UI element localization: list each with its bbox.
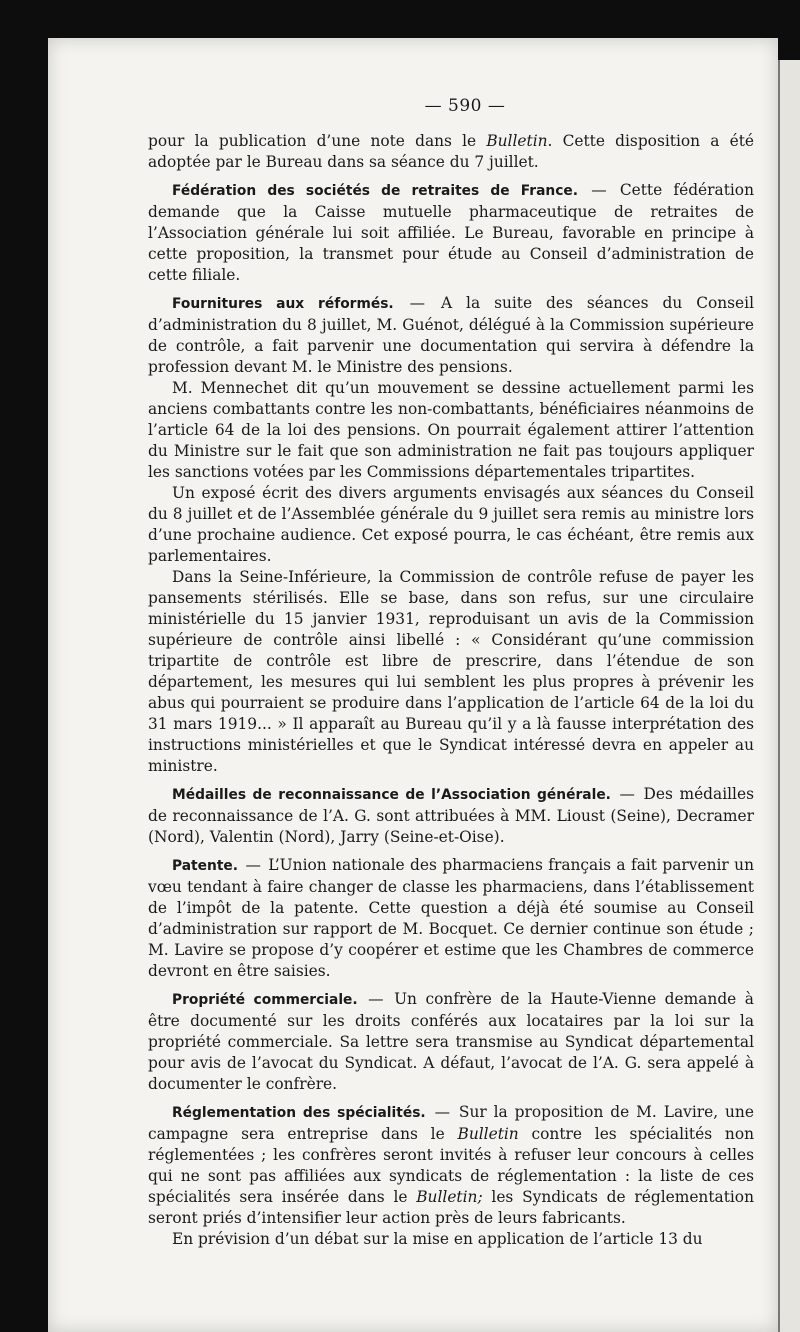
section-medailles bbox=[148, 784, 754, 848]
section-heading: Fédération des sociétés de retraites de France. bbox=[172, 183, 578, 199]
paragraph-text: pour la publication d’une note dans le bbox=[148, 132, 487, 150]
section-text: contre les spécialités non réglementées ; les confrères seront invités à refuser leur concours à celles qui ne sont pas affiliées aux syndicats de réglementation : la liste de ces spécialités sera insérée dans le bbox=[148, 1125, 754, 1206]
section-federation bbox=[148, 180, 754, 286]
section-patente bbox=[148, 855, 754, 982]
section-heading: Patente. bbox=[172, 858, 239, 874]
em-dash: — bbox=[368, 990, 384, 1008]
paragraph-continuation bbox=[148, 131, 754, 173]
section-text: Un confrère de la Haute-Vienne demande à être documenté sur les droits conférés aux locataires par la loi sur la propriété commerciale. Sa lettre sera transmise au Syndicat départemental pour avis de l’avocat du Syndicat. A défaut, l’avocat de l’A. G. sera appelé à documenter le confrère. bbox=[148, 990, 754, 1093]
page-number: — 590 — bbox=[424, 96, 506, 116]
italic-title: Bulletin bbox=[457, 1125, 519, 1143]
em-dash: — bbox=[409, 294, 426, 312]
section-fournitures bbox=[148, 293, 754, 378]
section-text: les Syndicats de réglementation seront priés d’intensifier leur action près de leurs fabricants. bbox=[148, 1188, 754, 1227]
section-text: A la suite des séances du Conseil d’administration du 8 juillet, M. Guénot, délégué à la Commission supérieure de contrôle, a fait parvenir une documentation qui servira à défendre la profession devant M. le Ministre des pensions. bbox=[148, 294, 754, 376]
paragraph-text: . Cette disposition a été adoptée par le Bureau dans sa séance du 7 juillet. bbox=[148, 132, 754, 171]
section-text: Cette fédération demande que la Caisse mutuelle pharmaceutique de retraites de l’Association générale lui soit affiliée. Le Bureau, favorable en principe à cette proposition, la transmet pour étude au Conseil d’administration de cette filiale. bbox=[148, 181, 754, 284]
section-heading: Réglementation des spécialités. bbox=[172, 1105, 426, 1121]
section-propriete bbox=[148, 989, 754, 1095]
italic-title: Bulletin; bbox=[416, 1188, 483, 1206]
adjacent-page-edge bbox=[778, 60, 800, 1332]
paragraph-mennechet: M. Mennechet dit qu’un mouvement se dessine actuellement parmi les anciens combattants contre les non-combattants, bénéficiaires néanmoins de l’article 64 de la loi des pensions. On pourrait également attirer l’attention du Ministre sur le fait que son administration ne fait pas toujours appliquer les sanctions votées par les Commissions départementales tripartites. bbox=[148, 379, 754, 481]
em-dash: — bbox=[434, 1103, 450, 1121]
section-text: Des médailles de reconnaissance de l’A. G. sont attribuées à MM. Lioust (Seine), Decramer (Nord), Valentin (Nord), Jarry (Seine-et-Oise). bbox=[148, 785, 754, 846]
section-text: Sur la proposition de M. Lavire, une campagne sera entreprise dans le bbox=[148, 1103, 754, 1143]
paragraph-prevision: En prévision d’un débat sur la mise en application de l’article 13 du bbox=[172, 1230, 703, 1248]
page-text-column bbox=[148, 96, 754, 1250]
paragraph-seine-inferieure: Dans la Seine-Inférieure, la Commission de contrôle refuse de payer les pansements stérilisés. Elle se base, dans son refus, sur une circulaire ministérielle du 15 janvier 1931, reproduisant un avis de la Commission supérieure de contrôle ainsi libellé : « Considérant qu’une commission tripartite de contrôle est libre de prescrire, dans l’étendue de son département, les mesures qui lui semblent les plus propres à prévenir les abus qui pourraient se produire dans l’application de l’article 64 de la loi du 31 mars 1919... » Il apparaît au Bureau qu’il y a là fausse interprétation des instructions ministérielles et que le Syndicat intéressé devra en appeler au ministre. bbox=[148, 568, 754, 775]
em-dash: — bbox=[591, 181, 607, 199]
em-dash: — bbox=[245, 856, 261, 874]
paragraph-expose: Un exposé écrit des divers arguments envisagés aux séances du Conseil du 8 juillet et de l’Assemblée générale du 9 juillet sera remis au ministre lors d’une prochaine audience. Cet exposé pourra, le cas échéant, être remis aux parlementaires. bbox=[148, 484, 754, 565]
section-text: L’Union nationale des pharmaciens français a fait parvenir un vœu tendant à faire changer de classe les pharmaciens, dans l’établissement de l’impôt de la patente. Cette question a déjà été soumise au Conseil d’administration sur rapport de M. Bocquet. Ce dernier continue son étude ; M. Lavire se propose d’y coopérer et estime que les Chambres de commerce devront en être saisies. bbox=[148, 856, 755, 980]
section-heading: Fournitures aux réformés. bbox=[172, 296, 394, 312]
section-heading: Médailles de reconnaissance de l’Association générale. bbox=[172, 787, 611, 803]
section-reglementation bbox=[148, 1102, 754, 1229]
section-heading: Propriété commerciale. bbox=[172, 992, 358, 1008]
em-dash: — bbox=[619, 785, 635, 803]
italic-title: Bulletin bbox=[486, 132, 548, 150]
